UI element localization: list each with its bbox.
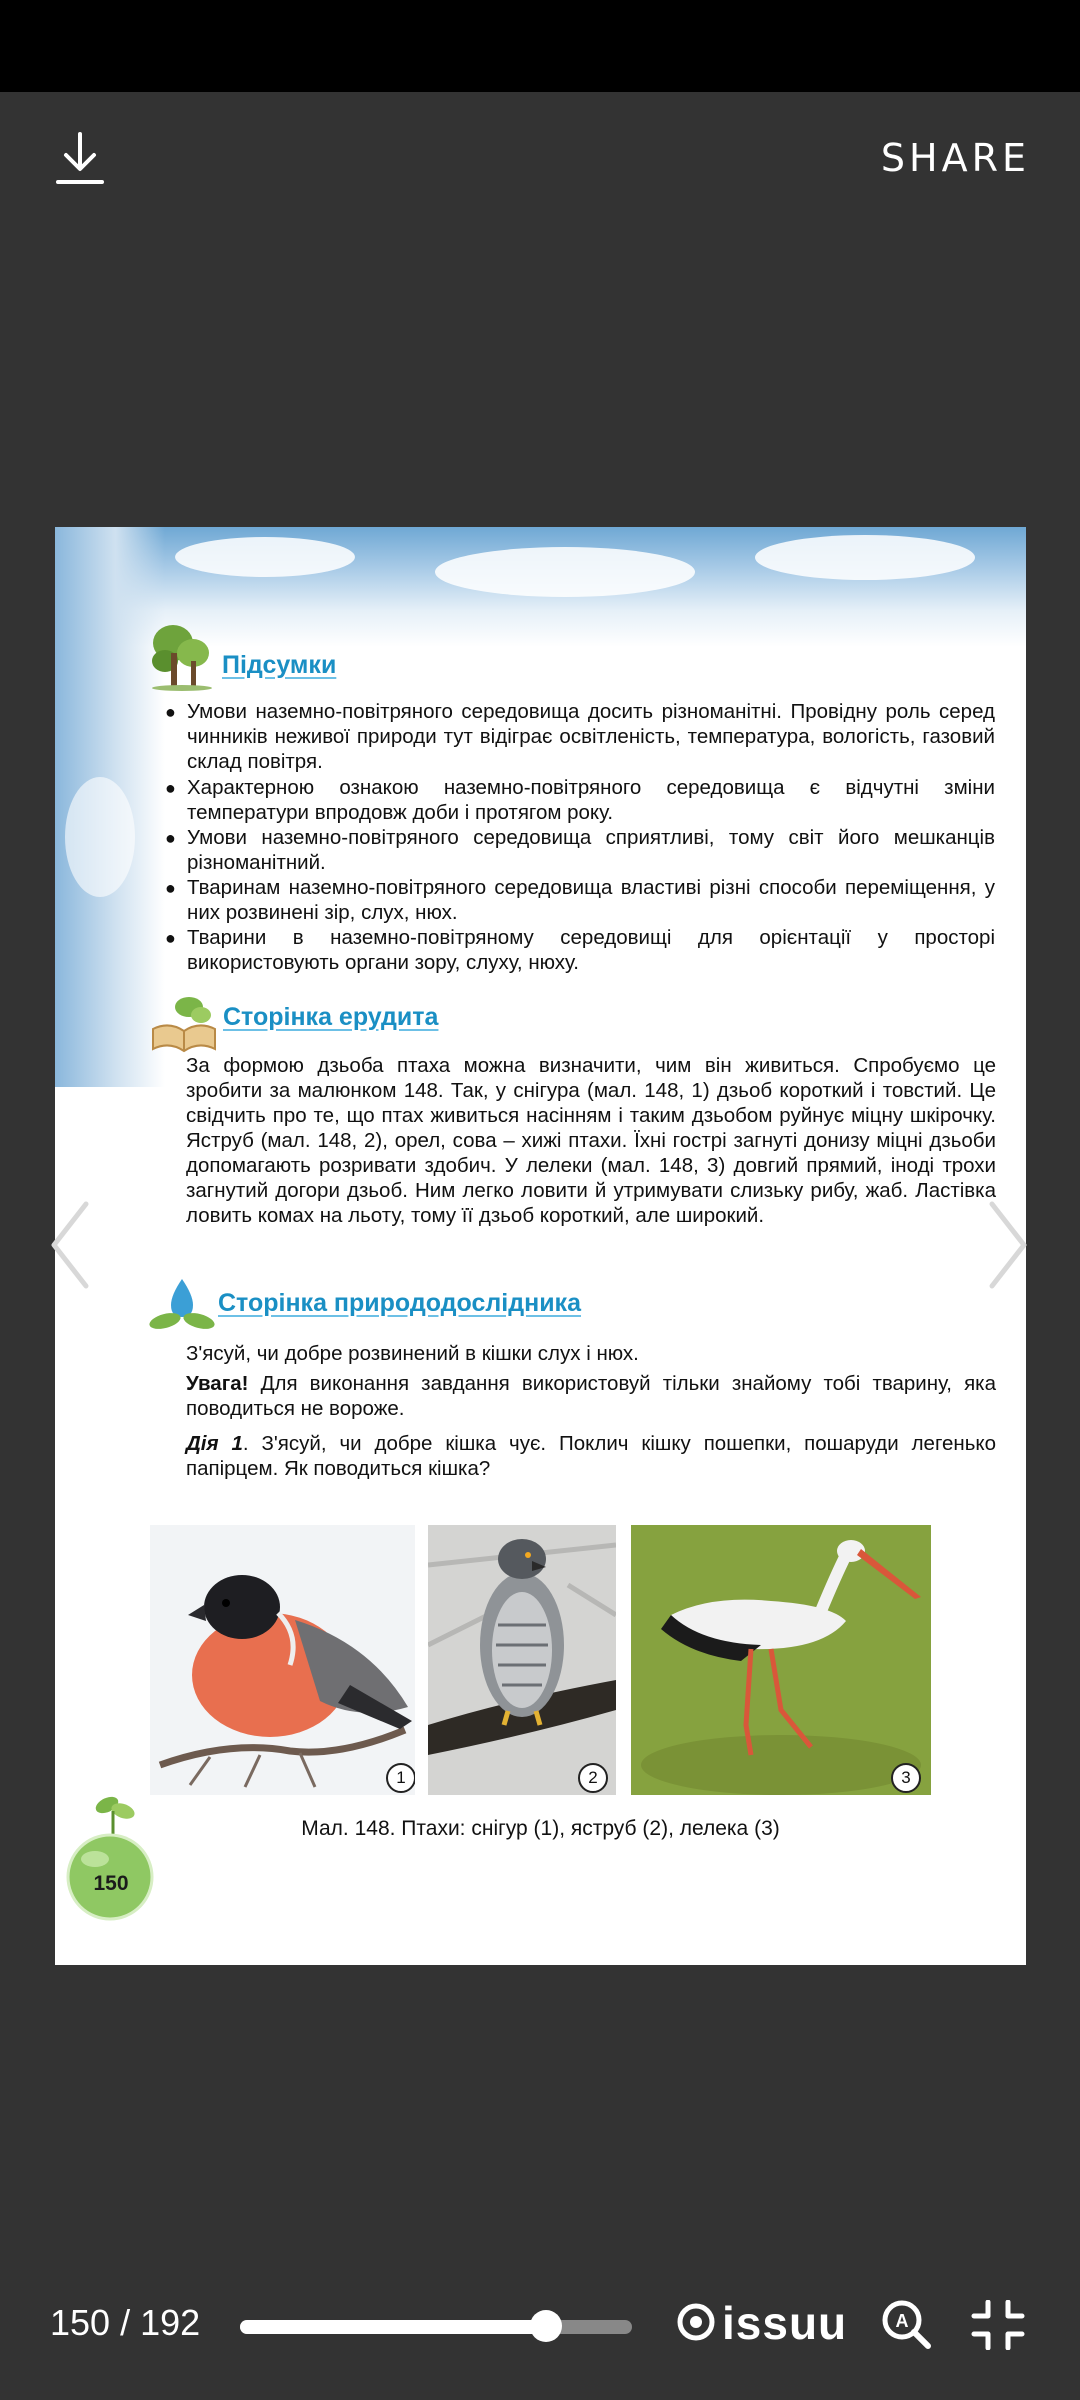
exit-fullscreen-icon[interactable] bbox=[970, 2300, 1026, 2350]
page-slider-fill bbox=[240, 2320, 546, 2334]
naturalist-attention: Увага! Для виконання завдання використовуй тільки знайому тобі тварину, яка поводиться не вороже. bbox=[186, 1372, 996, 1420]
erudite-text: За формою дзьоба птаха можна визначити, чим він живиться. Спробуємо це зробити за малюнком 148. Так, у снігура (мал. 148, 1) дзьоб короткий і товстий. Це свідчить про те, що птах живиться насінням і таким дзьобом руйнує міцну шкірочку. Яструб (мал. 148, 2), орел, сова – хижі птахи. Їхні гострі загнуті донизу міцні дзьоби допомагають розривати здобич. У лелеки (мал. 148, 3) довгий прямий, іноді трохи загнутий догори дзьоб. Ним легко ловити й утримувати слизьку рибу, жаб. Ластівка ловить комах на льоту, тому її дзьоб короткий, але широкий. bbox=[186, 1054, 996, 1227]
photo-number-badge: 2 bbox=[578, 1763, 608, 1793]
chevron-right-icon[interactable] bbox=[988, 1200, 1028, 1290]
summary-item: ● Характерною ознакою наземно-повітряного середовища є відчутні зміни температури впродовж доби і протягом року. bbox=[165, 776, 995, 824]
page-slider[interactable] bbox=[240, 2320, 632, 2334]
summary-item: ● Тварини в наземно-повітряному середовищі для орієнтації у просторі використовують органи зору, слуху, нюху. bbox=[165, 926, 995, 974]
figure-caption: Мал. 148. Птахи: снігур (1), яструб (2), лелека (3) bbox=[301, 1817, 780, 1840]
svg-text:A: A bbox=[895, 2311, 909, 2331]
naturalist-title: Сторінка природодослідника bbox=[218, 1289, 581, 1317]
document-page bbox=[55, 527, 1026, 1965]
hawk-photo bbox=[428, 1525, 616, 1795]
apple-bullet-icon: ● bbox=[165, 778, 176, 798]
issuu-logo-icon bbox=[676, 2302, 716, 2342]
apple-bullet-icon: ● bbox=[165, 928, 176, 948]
cloud bbox=[435, 547, 695, 597]
open-book-icon bbox=[149, 993, 219, 1055]
globe-icon bbox=[65, 1787, 155, 1923]
photo-number-badge: 1 bbox=[386, 1763, 415, 1793]
cloud bbox=[65, 777, 135, 897]
page-slider-thumb[interactable] bbox=[530, 2310, 562, 2342]
naturalist-action: Дія 1. З'ясуй, чи добре кішка чує. Поклич кішку пошепки, пошаруди легенько папірцем. Як поводиться кішка? bbox=[186, 1432, 996, 1480]
bullfinch-photo bbox=[150, 1525, 415, 1795]
download-icon[interactable] bbox=[52, 128, 108, 188]
page-number: 150 bbox=[93, 1872, 129, 1895]
erudite-title: Сторінка ерудита bbox=[223, 1003, 439, 1031]
tree-icon bbox=[149, 619, 215, 691]
share-button[interactable]: SHARE bbox=[880, 136, 1030, 180]
summary-title: Підсумки bbox=[222, 651, 337, 679]
page-indicator: 150 / 192 bbox=[50, 2302, 201, 2343]
cloud bbox=[755, 535, 975, 580]
summary-item: ● Умови наземно-повітряного середовища сприятливі, тому світ його мешканців різноманітний. bbox=[165, 826, 995, 874]
zoom-icon[interactable] bbox=[880, 2298, 932, 2350]
status-bar bbox=[0, 0, 1080, 92]
summary-item: ● Умови наземно-повітряного середовища досить різноманітні. Провідну роль серед чинників неживої природи тут відіграє освітленість, температура, вологість, газовий склад повітря. bbox=[165, 700, 995, 773]
apple-bullet-icon: ● bbox=[165, 878, 176, 898]
naturalist-intro: З'ясуй, чи добре розвинений в кішки слух і нюх. bbox=[186, 1342, 639, 1365]
photo-number-badge: 3 bbox=[891, 1763, 921, 1793]
chevron-left-icon[interactable] bbox=[50, 1200, 90, 1290]
issuu-logo-text: issuu bbox=[722, 2297, 848, 2349]
apple-bullet-icon: ● bbox=[165, 828, 176, 848]
cloud bbox=[175, 537, 355, 577]
apple-bullet-icon: ● bbox=[165, 702, 176, 722]
stork-photo bbox=[631, 1525, 931, 1795]
summary-item: ● Тваринам наземно-повітряного середовища властиві різні способи переміщення, у них розвинені зір, слух, нюх. bbox=[165, 876, 995, 924]
water-drop-leaf-icon bbox=[147, 1275, 217, 1335]
